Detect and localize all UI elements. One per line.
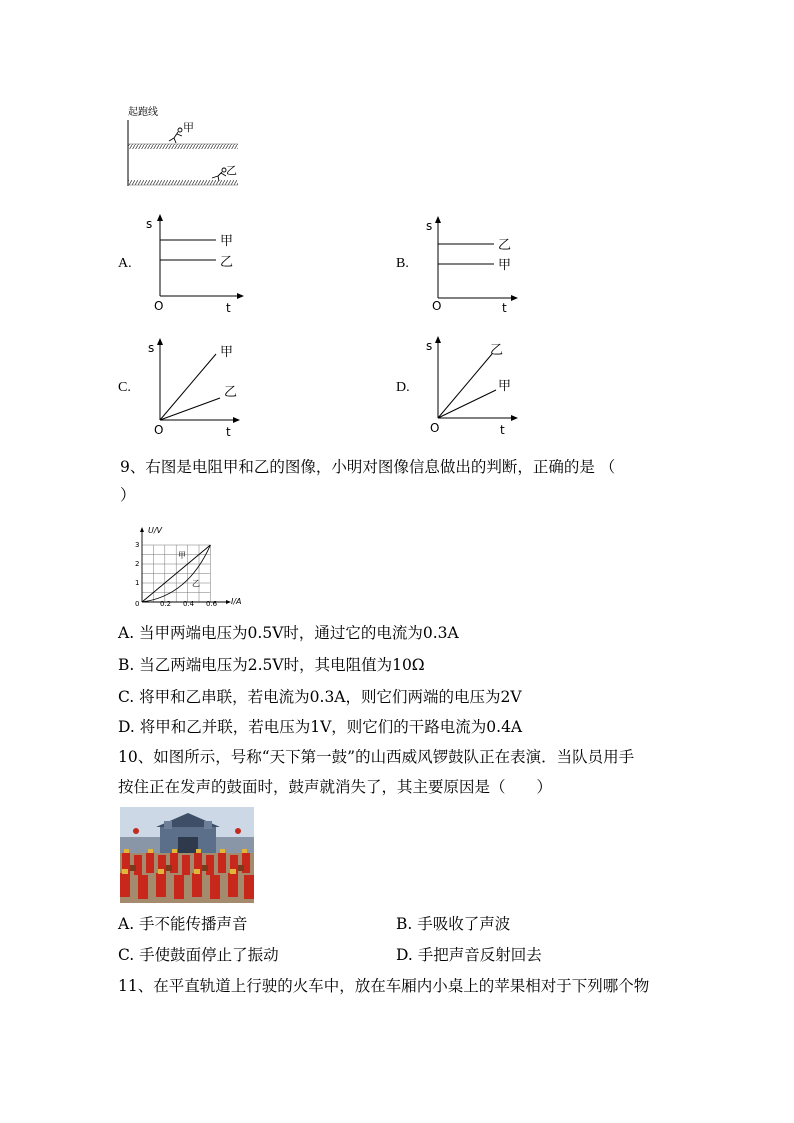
q9-option-d: D. 将甲和乙并联，若电压为1V，则它们的干路电流为0.4A [118,718,523,736]
svg-text:0: 0 [135,600,140,608]
svg-text:O: O [430,421,440,435]
svg-text:O: O [154,423,164,437]
race-diagram [120,100,240,192]
svg-text:0.2: 0.2 [160,600,172,608]
q9-option-c: C. 将甲和乙串联，若电流为0.3A，则它们两端的电压为2V [118,688,522,706]
option-a-graph [140,212,250,314]
svg-text:t: t [226,301,231,314]
svg-text:s: s [146,217,153,231]
svg-text:甲: 甲 [220,234,234,249]
svg-text:1: 1 [135,579,140,587]
svg-text:甲: 甲 [220,345,234,360]
q9-option-b: B. 当乙两端电压为2.5V时，其电阻值为10Ω [118,656,425,674]
svg-text:t: t [502,301,507,314]
option-c-graph [140,334,250,440]
svg-text:乙: 乙 [490,343,504,358]
svg-text:s: s [426,339,433,353]
svg-text:乙: 乙 [192,579,200,588]
q9-stem-line1: 9、右图是电阻甲和乙的图像，小明对图像信息做出的判断，正确的是 （ [120,458,616,476]
svg-text:I/A: I/A [231,597,242,606]
option-d-graph [418,334,528,440]
option-b-letter: B. [396,256,409,271]
q10-option-c: C. 手使鼓面停止了振动 [118,946,279,964]
svg-text:s: s [148,341,155,355]
svg-text:s: s [426,219,433,233]
q9-stem-line2: ） [120,486,136,504]
svg-text:O: O [432,299,442,313]
svg-text:乙: 乙 [220,255,234,270]
drum-performance-photo [120,807,254,903]
q9-option-a: A. 当甲两端电压为0.5V时，通过它的电流为0.3A [118,624,459,642]
option-d-letter: D. [396,380,410,395]
svg-text:甲: 甲 [178,551,186,560]
q11-stem-line1: 11、在平直轨道上行驶的火车中，放在车厢内小桌上的苹果相对于下列哪个物 [118,977,650,995]
runner-a-label: 甲 [183,121,194,134]
q10-option-b: B. 手吸收了声波 [396,915,511,933]
runner-b-icon [212,168,226,181]
start-line-label: 起跑线 [128,107,158,118]
svg-text:甲: 甲 [498,379,512,394]
svg-text:0.6: 0.6 [206,600,218,608]
svg-text:t: t [500,423,505,437]
option-b-graph [418,212,528,314]
svg-text:乙: 乙 [498,238,512,253]
runner-b-label: 乙 [226,164,237,177]
svg-text:乙: 乙 [224,385,238,400]
svg-text:0.4: 0.4 [183,600,195,608]
svg-text:甲: 甲 [498,258,512,273]
q10-option-a: A. 手不能传播声音 [118,915,248,933]
svg-text:2: 2 [135,560,140,568]
q10-option-d: D. 手把声音反射回去 [396,946,542,964]
option-a-letter: A. [118,256,132,271]
q10-stem-line2: 按住正在发声的鼓面时，鼓声就消失了，其主要原因是（ ） [118,778,553,796]
svg-text:3: 3 [135,541,140,549]
svg-text:U/V: U/V [148,526,163,535]
runner-a-icon [169,128,182,143]
q9-ui-graph [130,524,250,608]
option-c-letter: C. [118,380,131,395]
svg-text:t: t [226,425,231,439]
svg-text:O: O [154,299,164,313]
q10-stem-line1: 10、如图所示，号称“天下第一鼓”的山西威风锣鼓队正在表演．当队员用手 [118,748,635,766]
